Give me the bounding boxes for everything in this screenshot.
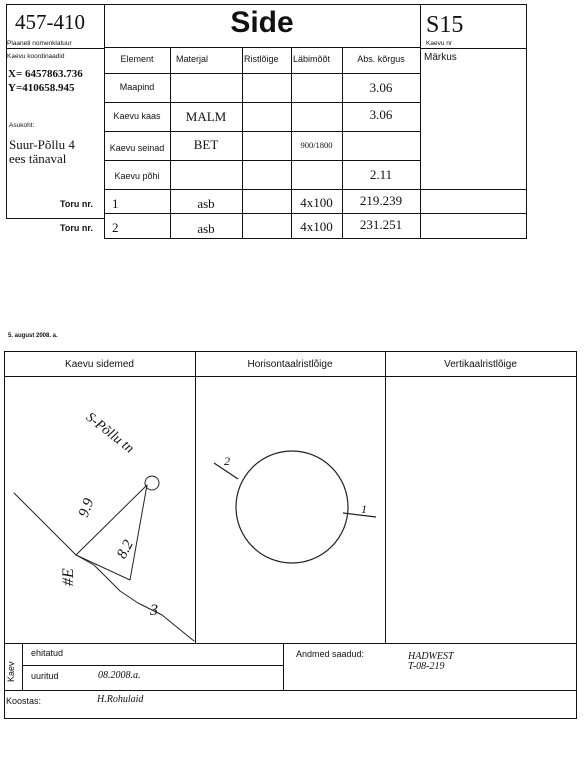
x-coordinate: X= 6457863.736 <box>8 68 83 80</box>
row-element: Kaevu põhi <box>114 171 160 181</box>
pipe-number: 1 <box>112 196 119 211</box>
row-element: Kaevu kaas <box>113 111 161 121</box>
nomenclature-number: 457-410 <box>15 10 85 34</box>
pipe-2-label: 2 <box>224 454 230 468</box>
date-note: 5. august 2008. a. <box>8 333 58 339</box>
panel-horizontal-title: Horisontaalristlõige <box>247 359 333 370</box>
panel-vertical-title: Vertikaalristlõige <box>444 359 517 370</box>
sketch-street-label: S-Põllu tn <box>82 410 137 457</box>
pipe-number: 2 <box>112 220 119 235</box>
location-line1: Suur-Põllu 4 <box>9 137 75 152</box>
well-number-label: Kaevu nr <box>426 40 453 47</box>
built-label: ehitatud <box>31 648 64 658</box>
location-label: Asukoht: <box>9 122 35 129</box>
well-number: S15 <box>426 12 464 38</box>
row-abs-height: 3.06 <box>369 80 393 95</box>
compiled-value: H.Rohulaid <box>97 694 144 705</box>
sketch-distance-b: 8.2 <box>114 537 137 562</box>
row-diameter: 900/1800 <box>300 140 333 150</box>
row-element: Kaevu seinad <box>109 143 165 153</box>
pipe-diameter: 4x100 <box>300 219 333 234</box>
panel-connections-title: Kaevu sidemed <box>65 359 134 370</box>
header-material: Materjal <box>176 54 209 64</box>
pipe-label: Toru nr. <box>60 199 93 209</box>
well-label: Kaev <box>6 661 16 682</box>
remarks-header: Märkus <box>424 52 457 63</box>
location-line2: ees tänaval <box>9 151 67 166</box>
row-abs-height: 3.06 <box>369 107 393 122</box>
y-coordinate: Y=410658.945 <box>8 82 75 94</box>
sketch-house-mark: #E <box>60 568 77 586</box>
header-element: Element <box>120 54 154 64</box>
header-cross-section: Ristlõige <box>244 54 279 64</box>
card-title: Side <box>230 6 294 39</box>
data-source-line1: HADWEST <box>408 651 454 662</box>
pipe-material: asb <box>197 221 215 236</box>
header-abs-height: Abs. kõrgus <box>357 54 405 64</box>
row-material: BET <box>193 137 219 152</box>
compiled-label: Koostas: <box>6 696 42 706</box>
sketch-house-number: 3 <box>150 602 158 619</box>
row-material: MALM <box>185 109 227 124</box>
data-source-label: Andmed saadud: <box>296 649 365 659</box>
coordinates-label: Kaevu koordinaadid <box>7 53 65 60</box>
row-element: Maapind <box>119 82 155 92</box>
row-abs-height: 2.11 <box>369 167 393 182</box>
pipe-1-label: 1 <box>361 502 367 516</box>
pipe-abs-height: 231.251 <box>359 217 403 232</box>
header-diameter: Läbimõõt <box>293 54 331 64</box>
pipe-label: Toru nr. <box>60 223 93 233</box>
horizontal-section-drawing <box>196 377 385 643</box>
surveyed-value: 08.2008.a. <box>98 670 141 681</box>
pipe-abs-height: 219.239 <box>359 193 403 208</box>
surveyed-label: uuritud <box>31 671 59 681</box>
pipe-diameter: 4x100 <box>300 195 333 210</box>
sketch-distance-a: 9.9 <box>76 496 98 520</box>
pipe-material: asb <box>197 196 215 211</box>
data-source-line2: T-08-219 <box>408 661 445 672</box>
nomenclature-label: Plaaneti nomenklatuur <box>7 40 72 47</box>
